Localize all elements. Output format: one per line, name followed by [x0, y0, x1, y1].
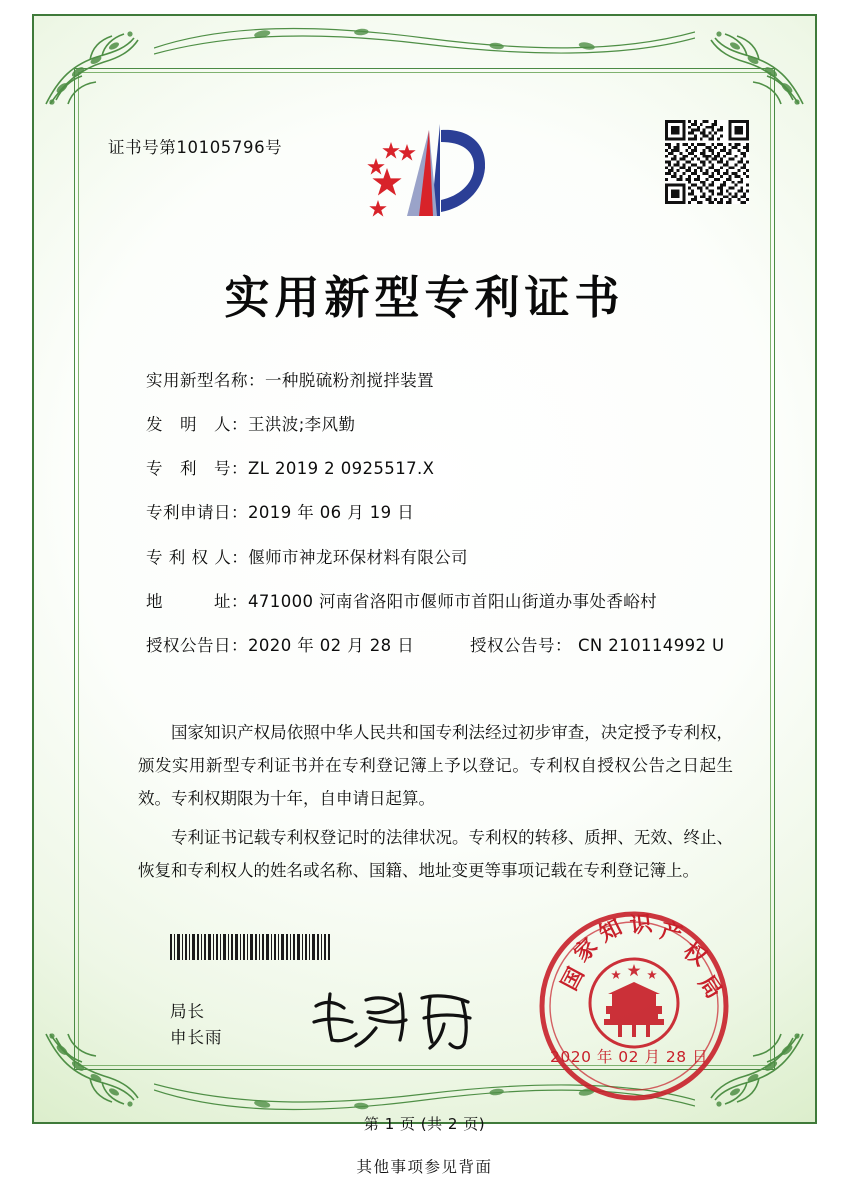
field-row-utility-model-name [146, 371, 729, 392]
field-label: 专利申请日： [146, 503, 248, 523]
field-row-grant-announcement [146, 636, 729, 657]
field-row-address [146, 592, 729, 613]
certificate-number: 证书号第10105796号 [108, 138, 283, 157]
field-row-patentee [146, 548, 729, 569]
director-signature-icon [304, 978, 504, 1058]
back-side-note: 其他事项参见背面 [356, 1158, 493, 1176]
field-value: 2019 年 06 月 19 日 [248, 503, 415, 523]
field-row-patent-number [146, 459, 729, 480]
field-value: 偃师市神龙环保材料有限公司 [248, 547, 468, 567]
edge-ornament-top [154, 18, 695, 64]
field-value: 471000 河南省洛阳市偃师市首阳山街道办事处香峪村 [248, 591, 658, 611]
field-value-grant-date: 2020 年 02 月 28 日 [248, 635, 415, 655]
svg-text:知: 知 [595, 915, 627, 948]
director-label: 局长 [170, 1002, 205, 1021]
director-block [170, 999, 223, 1050]
svg-text:识: 识 [628, 911, 654, 939]
field-label-grant-number: 授权公告号： [470, 635, 572, 655]
svg-text:权: 权 [678, 938, 711, 972]
field-value-grant-number: CN 210114992 U [578, 635, 725, 655]
svg-text:家: 家 [569, 933, 603, 968]
field-list [146, 371, 729, 680]
seal-date: 2020 年 02 月 28 日 [550, 1048, 709, 1066]
cnipa-logo-icon [345, 116, 505, 236]
field-label: 实用新型名称： [146, 371, 265, 390]
field-label: 专 利 权 人： [146, 547, 249, 567]
field-label: 专 利 号： [146, 459, 248, 479]
official-seal [534, 906, 734, 1106]
legal-text-block [138, 716, 733, 893]
director-name: 申长雨 [170, 1027, 223, 1047]
page-title: 实用新型专利证书 [224, 271, 625, 324]
field-row-application-date [146, 503, 729, 524]
legal-paragraph-2: 专利证书记载专利权登记时的法律状况。专利权的转移、质押、无效、终止、恢复和专利权人的姓名或名称、国籍、地址变更等事项记载在专利登记簿上。 [138, 828, 733, 880]
svg-text:国: 国 [557, 963, 590, 995]
qr-code-icon [665, 120, 749, 204]
svg-text:局: 局 [693, 971, 727, 1004]
svg-text:产: 产 [657, 918, 685, 949]
certificate-sheet [32, 14, 817, 1133]
field-label: 地 址： [146, 591, 248, 611]
field-label-grant-date: 授权公告日： [146, 635, 248, 655]
page-number: 第 1 页 (共 2 页) [363, 1115, 486, 1133]
field-label: 发 明 人： [146, 415, 248, 435]
barcode-icon [170, 934, 330, 960]
field-value: 王洪波;李风勤 [248, 415, 356, 435]
legal-paragraph-1: 国家知识产权局依照中华人民共和国专利法经过初步审查，决定授予专利权，颁发实用新型专利证书并在专利登记簿上予以登记。专利权自授权公告之日起生效。专利权期限为十年，自申请日起算。 [138, 723, 733, 808]
field-value: 一种脱硫粉剂搅拌装置 [265, 371, 434, 390]
field-value: ZL 2019 2 0925517.X [248, 459, 435, 479]
field-row-inventor [146, 415, 729, 436]
